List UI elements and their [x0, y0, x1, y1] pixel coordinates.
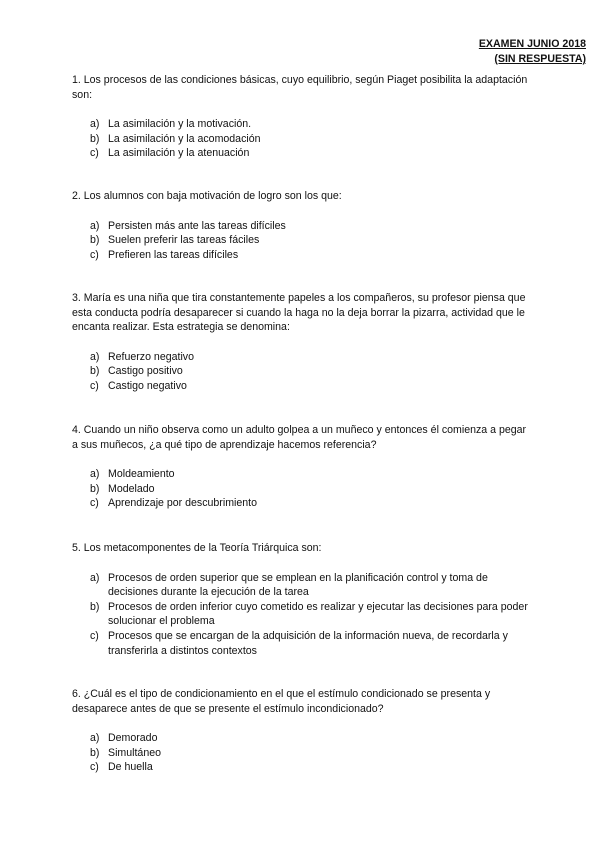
option-list [72, 350, 534, 394]
question-text: 4. Cuando un niño observa como un adulto golpea a un muñeco y entonces él comienza a pegar a sus muñecos, ¿a qué tipo de aprendizaje hacemos referencia? [72, 424, 527, 451]
exam-header [479, 37, 586, 66]
question-4 [72, 423, 534, 511]
option-letter: b) [90, 482, 100, 495]
option-list [72, 731, 534, 775]
question-text: 5. Los metacomponentes de la Teoría Triárquica son: [72, 542, 322, 554]
option-letter: b) [90, 746, 100, 759]
option-c [72, 760, 534, 775]
option-text: Procesos de orden inferior cuyo cometido es realizar y ejecutar las decisiones para poder solucionar el problema [108, 600, 528, 628]
option-c [72, 248, 534, 263]
option-letter: c) [90, 497, 99, 510]
option-text: Castigo positivo [108, 365, 183, 378]
exam-subtitle: (SIN RESPUESTA) [494, 52, 586, 65]
question-text: 2. Los alumnos con baja motivación de logro son los que: [72, 190, 342, 202]
question-1 [72, 73, 534, 161]
question-5 [72, 541, 534, 658]
question-2 [72, 189, 534, 262]
option-a [72, 117, 534, 132]
option-b [72, 132, 534, 147]
option-c [72, 146, 534, 161]
option-text: Refuerzo negativo [108, 350, 194, 363]
option-c [72, 379, 534, 394]
option-text: Procesos de orden superior que se emplean en la planificación control y toma de decisiones durante la ejecución de la tarea [108, 571, 488, 599]
option-letter: a) [90, 468, 100, 481]
option-list [72, 467, 534, 511]
option-b [72, 746, 534, 761]
option-b [72, 600, 534, 629]
option-letter: b) [90, 132, 100, 145]
question-text: 6. ¿Cuál es el tipo de condicionamiento en el que el estímulo condicionado se presenta y desaparece antes de que se presente el estímulo incondicionado? [72, 688, 491, 715]
option-text: Simultáneo [108, 746, 161, 759]
option-text: Aprendizaje por descubrimiento [108, 497, 257, 510]
option-text: La asimilación y la acomodación [108, 132, 261, 145]
option-letter: b) [90, 365, 100, 378]
question-text: 3. María es una niña que tira constantemente papeles a los compañeros, su profesor piensa que esta conducta podría desaparecer si cuando la haga no la deja borrar la pizarra, actividad que le encanta realizar. Esta estrategia se denomina: [72, 292, 526, 334]
exam-title: EXAMEN JUNIO 2018 [478, 38, 586, 50]
question-6 [72, 687, 534, 775]
option-letter: a) [90, 219, 100, 232]
option-letter: c) [90, 248, 99, 261]
question-text: 1. Los procesos de las condiciones básicas, cuyo equilibrio, según Piaget posibilita la adaptación son: [72, 74, 528, 101]
option-list [72, 117, 534, 161]
option-text: La asimilación y la motivación. [108, 118, 252, 131]
option-text: La asimilación y la atenuación [108, 147, 250, 160]
option-a [72, 350, 534, 365]
option-letter: c) [90, 629, 99, 642]
option-letter: c) [90, 761, 99, 774]
option-list [72, 219, 534, 263]
option-text: Demorado [108, 732, 158, 745]
option-c [72, 496, 534, 511]
option-text: Persisten más ante las tareas difíciles [108, 219, 286, 232]
option-text: Castigo negativo [108, 379, 187, 392]
option-text: Suelen preferir las tareas fáciles [108, 234, 260, 247]
option-c [72, 629, 534, 658]
option-a [72, 571, 534, 600]
option-text: Moldeamiento [108, 468, 175, 481]
option-text: Prefieren las tareas difíciles [108, 248, 239, 261]
option-b [72, 233, 534, 248]
option-letter: b) [90, 234, 100, 247]
option-letter: a) [90, 732, 100, 745]
option-a [72, 467, 534, 482]
option-a [72, 219, 534, 234]
option-letter: a) [90, 350, 100, 363]
option-letter: c) [90, 379, 99, 392]
question-3 [72, 291, 534, 394]
option-text: Procesos que se encargan de la adquisición de la información nueva, de recordarla y transferirla a distintos contextos [108, 629, 508, 657]
option-letter: a) [90, 571, 100, 584]
option-letter: c) [90, 147, 99, 160]
option-text: De huella [108, 761, 153, 774]
option-text: Modelado [108, 482, 155, 495]
option-b [72, 482, 534, 497]
option-list [72, 571, 534, 659]
option-a [72, 731, 534, 746]
option-letter: b) [90, 600, 100, 613]
option-b [72, 364, 534, 379]
option-letter: a) [90, 118, 100, 131]
